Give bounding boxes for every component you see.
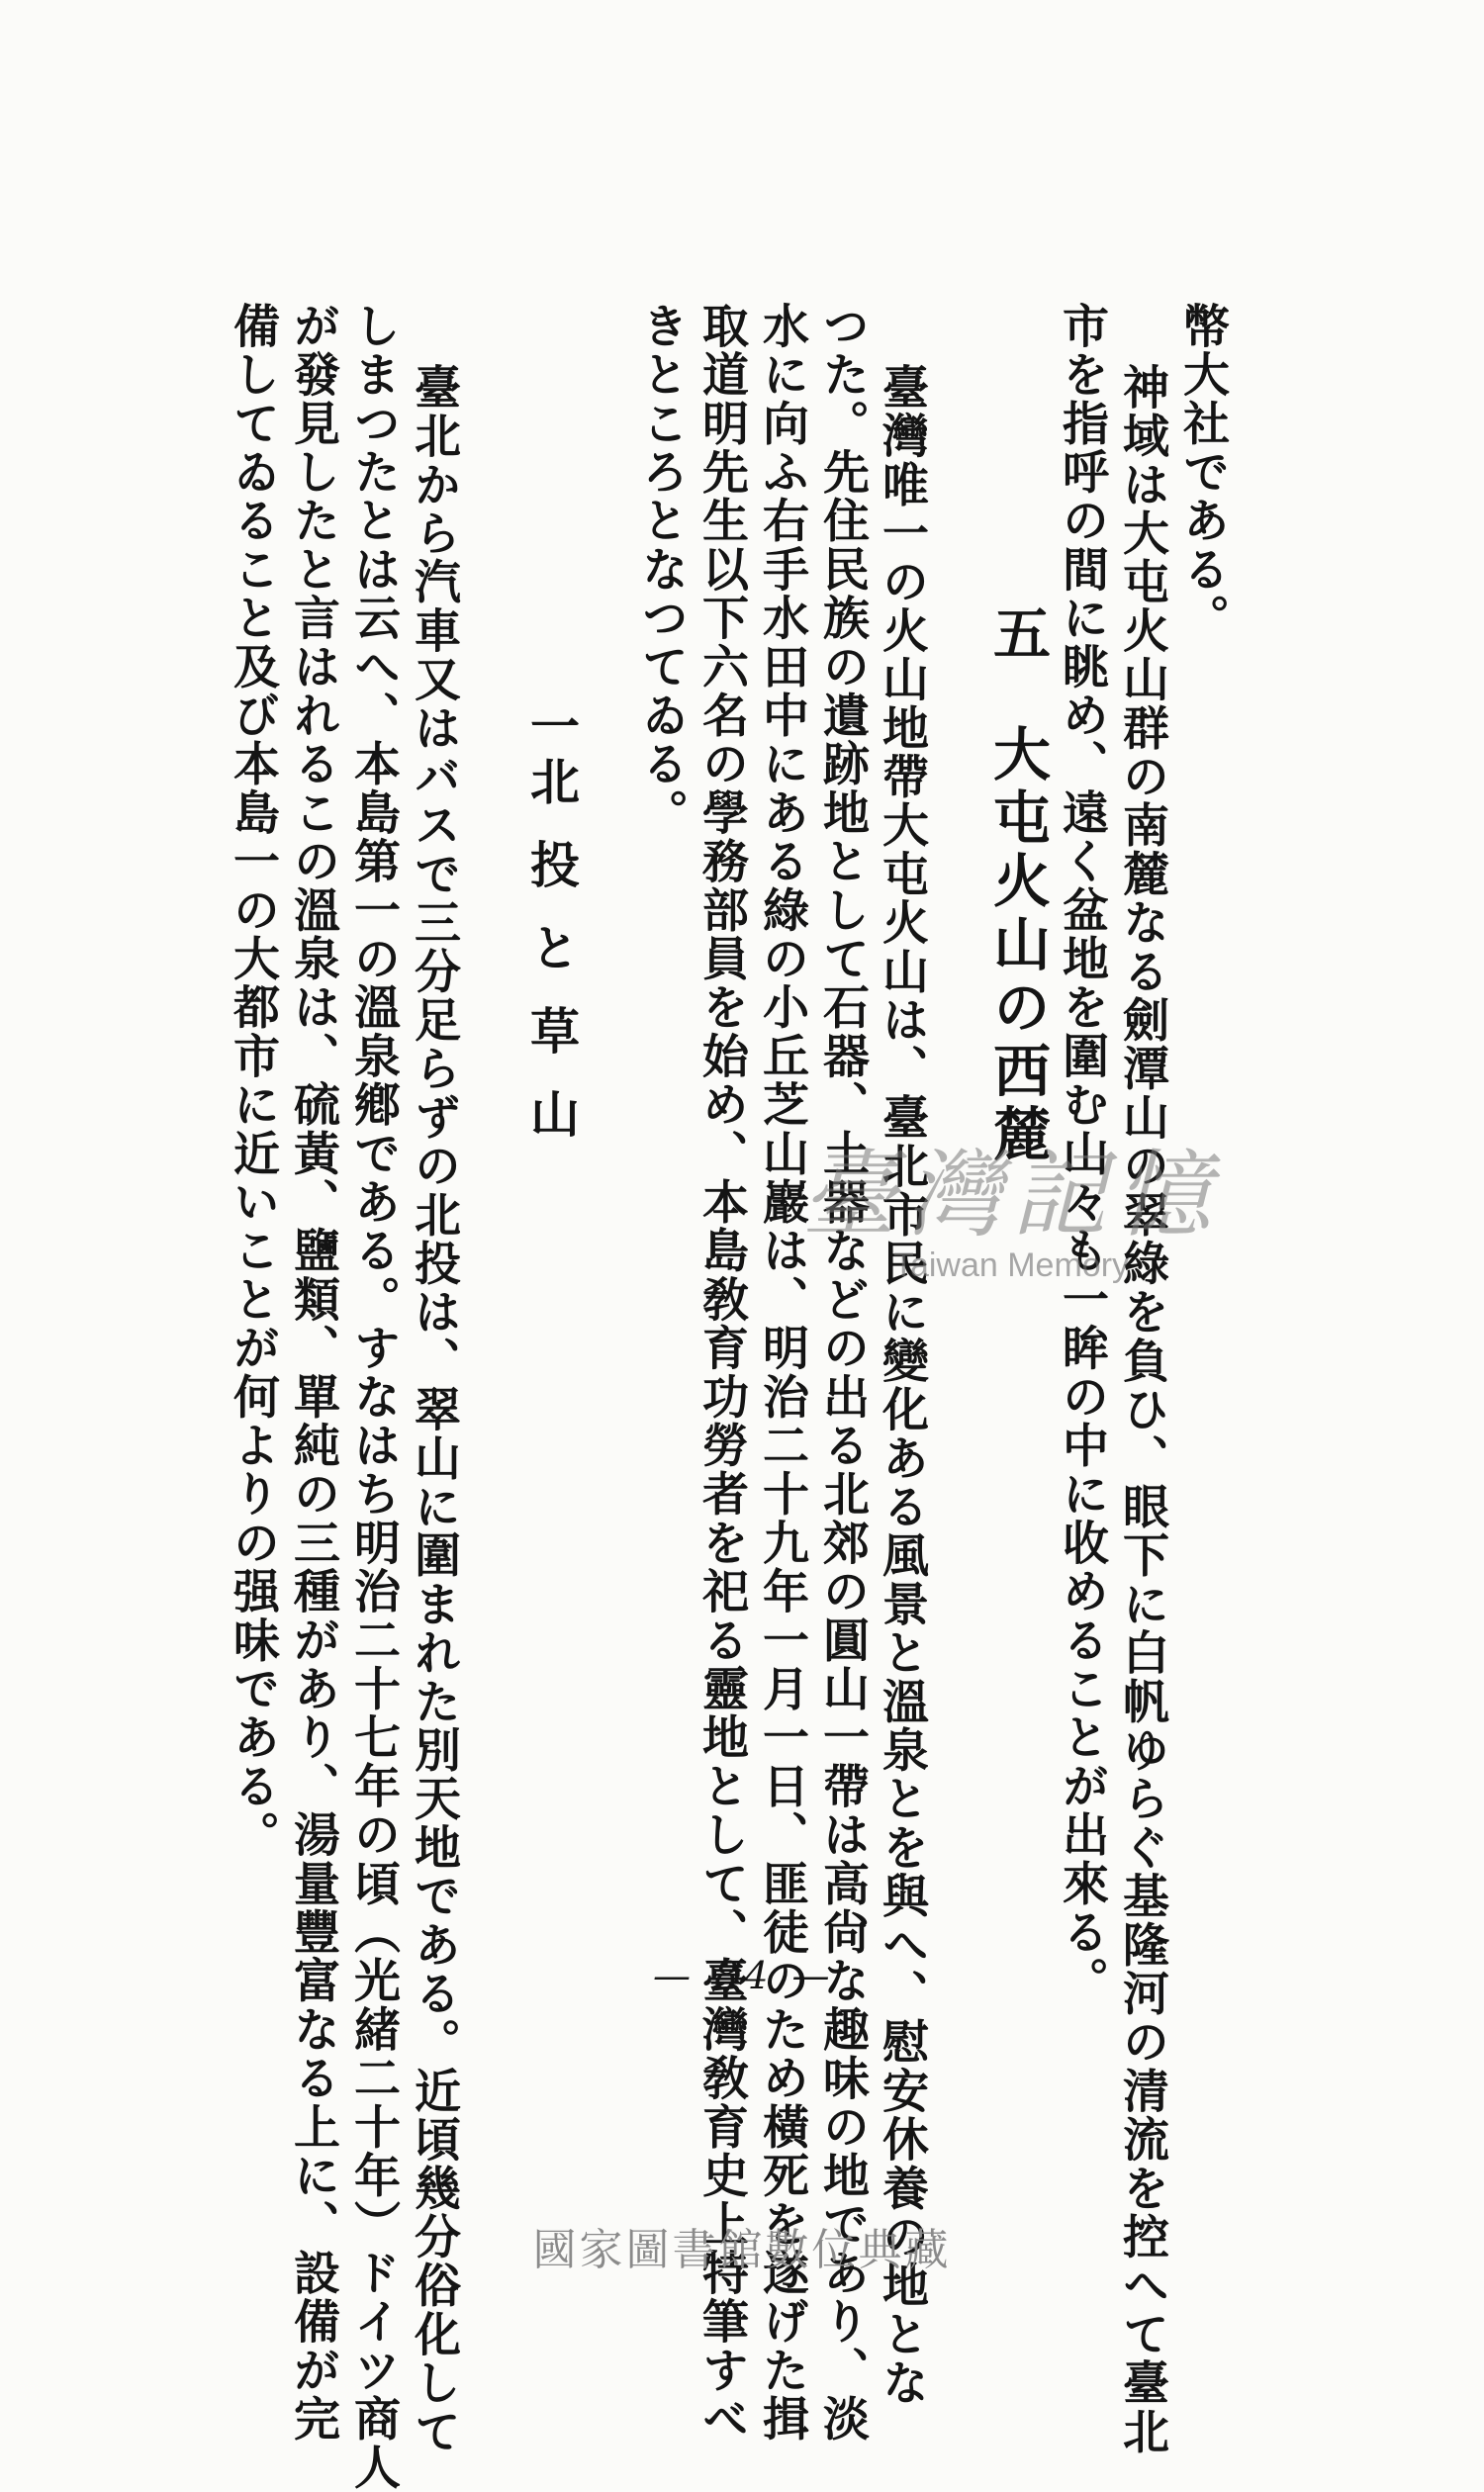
section-heading-five [975,603,1059,1167]
watermark-subtext: Taiwan Memory [892,1246,1130,1284]
section-number: 一 [522,700,581,750]
text-column-10: しまつたとは云へ、本島第一の溫泉鄕である。すなはち明治二十七年の頃（光緒二十年）ドイツ商人 [346,302,401,2492]
text-column-5: つた。先住民族の遺跡地として石器、土器などの出る北郊の圓山一帶は高尙な趣味の地であり、淡 [815,302,870,2444]
section-title: 北投と草山 [522,756,581,1171]
page-number: — 84 — [653,1954,836,1997]
text-column-9: 臺北から汽車又はバスで三分足らずの北投は、翠山に圍まれた別天地である。近頃幾分俗化して [407,363,461,2456]
text-column-3: 市を指呼の間に眺め、遠く盆地を圍む山々も一眸の中に收めることが出來る。 [1055,302,1109,2005]
text-column-4: 臺灣唯一の火山地帶大屯火山は、臺北市民に變化ある風景と溫泉とを與へ、慰安休養の地とな [875,363,929,2408]
watermark-logo-text: 臺灣記憶 [801,1140,1221,1250]
text-column-2: 神域は大屯火山群の南麓なる劍潭山の翠綠を負ひ、眼下に白帆ゆらぐ基隆河の清流を控へて臺北 [1115,363,1169,2456]
text-column-6: 水に向ふ右手水田中にある綠の小丘芝山巖は、明治二十九年一月一日、匪徒のため橫死を遂げた揖 [755,302,809,2444]
section-title: 大屯火山の西麓 [983,724,1051,1167]
text-column-7: 取道明先生以下六名の學務部員を始め、本島敎育功勞者を祀る靈地として、臺灣敎育史上特筆すべ [695,302,749,2444]
section-number: 五 [983,603,1051,667]
footer-credit: 國家圖書館數位典藏 [532,2225,952,2275]
text-column-11: が發見したと言はれるこの溫泉は、硫黃、鹽類、單純の三種があり、湯量豐富なる上に、設備が完 [286,302,340,2444]
section-heading-one [515,700,587,1171]
text-column-12: 備してゐること及び本島一の大都市に近いことが何よりの强味である。 [226,302,280,1860]
text-column-1: 幣大社である。 [1175,302,1230,643]
text-column-8: きところとなつてゐる。 [634,302,689,838]
